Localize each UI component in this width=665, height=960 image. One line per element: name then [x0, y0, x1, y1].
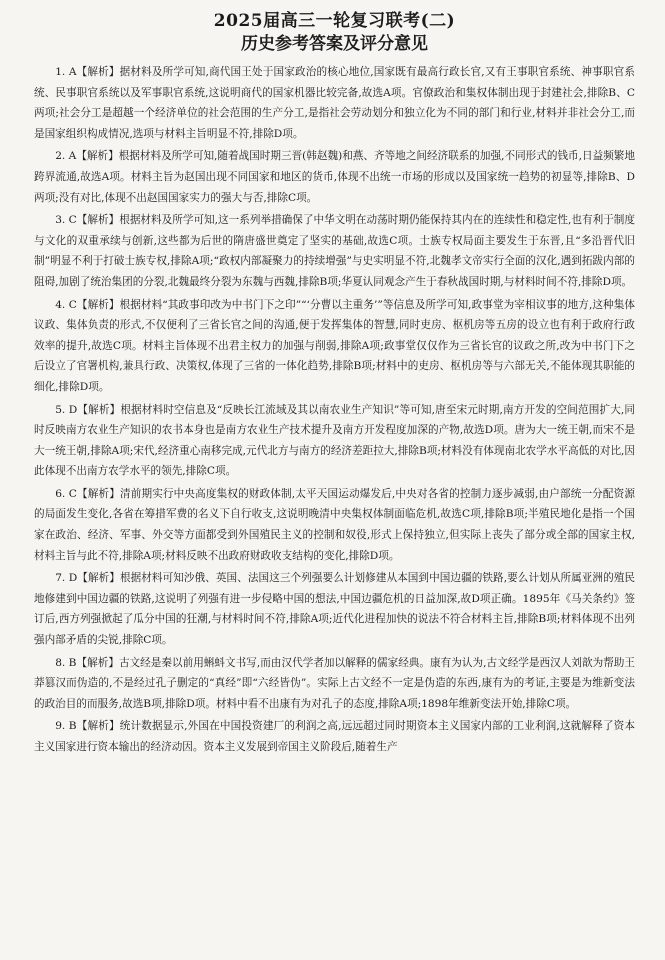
answer-item-7	[34, 568, 635, 650]
answer-text: 根据材料时空信息及“反映长江流域及其以南农业生产知识”等可知,唐至宋元时期,南方开发的空间范围扩大,同时反映南方农业生产知识的农书本身也是南方农业生产技术提升及南方开发程度加深的产物,故选D项。唐为大一统王朝,而宋不是大一统王朝,排除A项;宋代,经济重心南移完成,元代北方与南方的经济差距拉大,排除B项;材料没有体现南北农学水平高低的对比,因此体现不出南方农学水平的领先,排除C项。	[34, 403, 636, 478]
answer-item-5	[34, 400, 635, 482]
answer-text: 清前期实行中央高度集权的财政体制,太平天国运动爆发后,中央对各省的控制力逐步减弱,由户部统一分配资源的局面发生变化,各省在筹措军费的名义下自行收支,这说明晚清中央集权体制面临危机,故选C项,排除B项;半殖民地化是指一个国家在政治、经济、军事、外交等方面都受到外国殖民主义的控制和奴役,形式上保持独立,但实际上丧失了部分或全部的国家主权,材料主旨与此不符,排除A项;材料反映不出政府财政收支结构的变化,排除D项。	[34, 487, 635, 562]
answer-item-6	[34, 484, 635, 566]
answer-label: 3. C【解析】	[55, 214, 120, 227]
answer-label: 4. C【解析】	[55, 298, 120, 311]
answer-text: 根据材料可知沙俄、英国、法国这三个列强要么计划修建从本国到中国边疆的铁路,要么计划从所属亚洲的殖民地修建到中国边疆的铁路,这说明了列强有进一步侵略中国的想法,中国边疆危机的日益加深,故D项正确。1895年《马关条约》签订后,西方列强掀起了瓜分中国的狂潮,与材料时间不符,排除A项;近代化进程加快的说法不符合材料主旨,排除B项;材料体现不出列强内部矛盾的尖锐,排除C项。	[34, 572, 635, 647]
answer-label: 6. C【解析】	[55, 487, 120, 500]
answer-text: 据材料及所学可知,商代国王处于国家政治的核心地位,国家既有最高行政长官,又有王事职官系统、神事职官系统、民事职官系统以及军事职官系统,这说明商代的国家机器比较完备,故选A项。官僚政治和集权体制出现于封建社会,排除B、C两项;社会分工是超越一个经济单位的社会范围的生产分工,是指社会劳动划分和独立化为不同的部门和行业,材料并非社会分工,而是国家组织构成情况,选项与材料主旨明显不符,排除D项。	[34, 66, 635, 140]
answer-label: 8. B【解析】	[55, 656, 119, 669]
answer-item-8	[34, 653, 635, 715]
answer-text: 统计数据显示,外国在中国投资建厂的利润之高,远远超过同时期资本主义国家内部的工业利润,这就解释了资本主义国家进行资本输出的经济动因。资本主义发展到帝国主义阶段后,随着生产	[34, 720, 635, 753]
answer-label: 2. A【解析】	[55, 150, 119, 163]
answer-item-4	[34, 295, 635, 398]
answer-label: 1. A【解析】	[55, 66, 120, 78]
answer-list	[34, 62, 635, 758]
answer-item-9	[34, 716, 635, 757]
answer-item-2	[34, 146, 635, 208]
answer-item-1	[34, 62, 635, 144]
answer-label: 9. B【解析】	[55, 720, 120, 733]
answer-label: 7. D【解析】	[55, 572, 120, 585]
answer-text: 根据材料及所学可知,随着战国时期三晋(韩赵魏)和燕、齐等地之间经济联系的加强,不同形式的钱币,日益频繁地跨界流通,故选A项。材料主旨为赵国出现不同国家和地区的货币,体现不出统一市场的形成以及国家统一趋势的初显等,排除B、D两项;没有对比,体现不出赵国国家实力的强大与否,排除C项。	[34, 150, 635, 204]
answer-item-3	[34, 210, 635, 292]
answer-text: 根据材料“其政事印改为中书门下之印”“‘分曹以主重务’”等信息及所学可知,政事堂为宰相议事的地方,这种集体议政、集体负责的形式,不仅便利了三省长官之间的沟通,便于发挥集体的智慧,同时吏房、枢机房等五房的设立也有利于政府行政效率的提升,故选C项。材料主旨体现不出君主权力的加强与削弱,排除A项;政事堂仅仅作为三省长官的议政之所,改为中书门下之后设立了官署机构,兼具行政、决策权,体现了三省的一体化趋势,排除B项;材料中的吏房、枢机房等与六部无关,不能体现其职能的细化,排除D项。	[34, 298, 635, 393]
answer-label: 5. D【解析】	[55, 403, 121, 416]
answer-text: 根据材料及所学可知,这一系列举措确保了中华文明在动荡时期仍能保持其内在的连续性和稳定性,也有利于制度与文化的双重承续与创新,这些都为后世的隋唐盛世奠定了坚实的基础,故选C项。士族专权局面主要发生于东晋,且“多沿晋代旧制”明显不利于打破士族专权,排除A项;“政权内部凝聚力的持续增强”与史实明显不符,北魏孝文帝实行全面的汉化,遇到拓跋内部的阻碍,加剧了统治集团的分裂,北魏最终分裂为东魏与西魏,排除B项;华夏认同观念产生于春秋战国时期,与材料时间不符,排除D项。	[34, 214, 635, 288]
document-title: 2025届高三一轮复习联考(二)	[213, 11, 456, 31]
answer-text: 古文经是秦以前用蝌蚪文书写,而由汉代学者加以解释的儒家经典。康有为认为,古文经学是西汉人刘歆为帮助王莽篡汉而伪造的,不是经过孔子删定的“真经”即“六经皆伪”。实际上古文经不一定是伪造的东西,康有为的考证,主要是为维新变法的政治目的而服务,故选B项,排除D项。材料中看不出康有为对孔子的态度,排除A项;1898年维新变法开始,排除C项。	[34, 656, 636, 710]
document-subtitle: 历史参考答案及评分意见	[241, 34, 428, 54]
